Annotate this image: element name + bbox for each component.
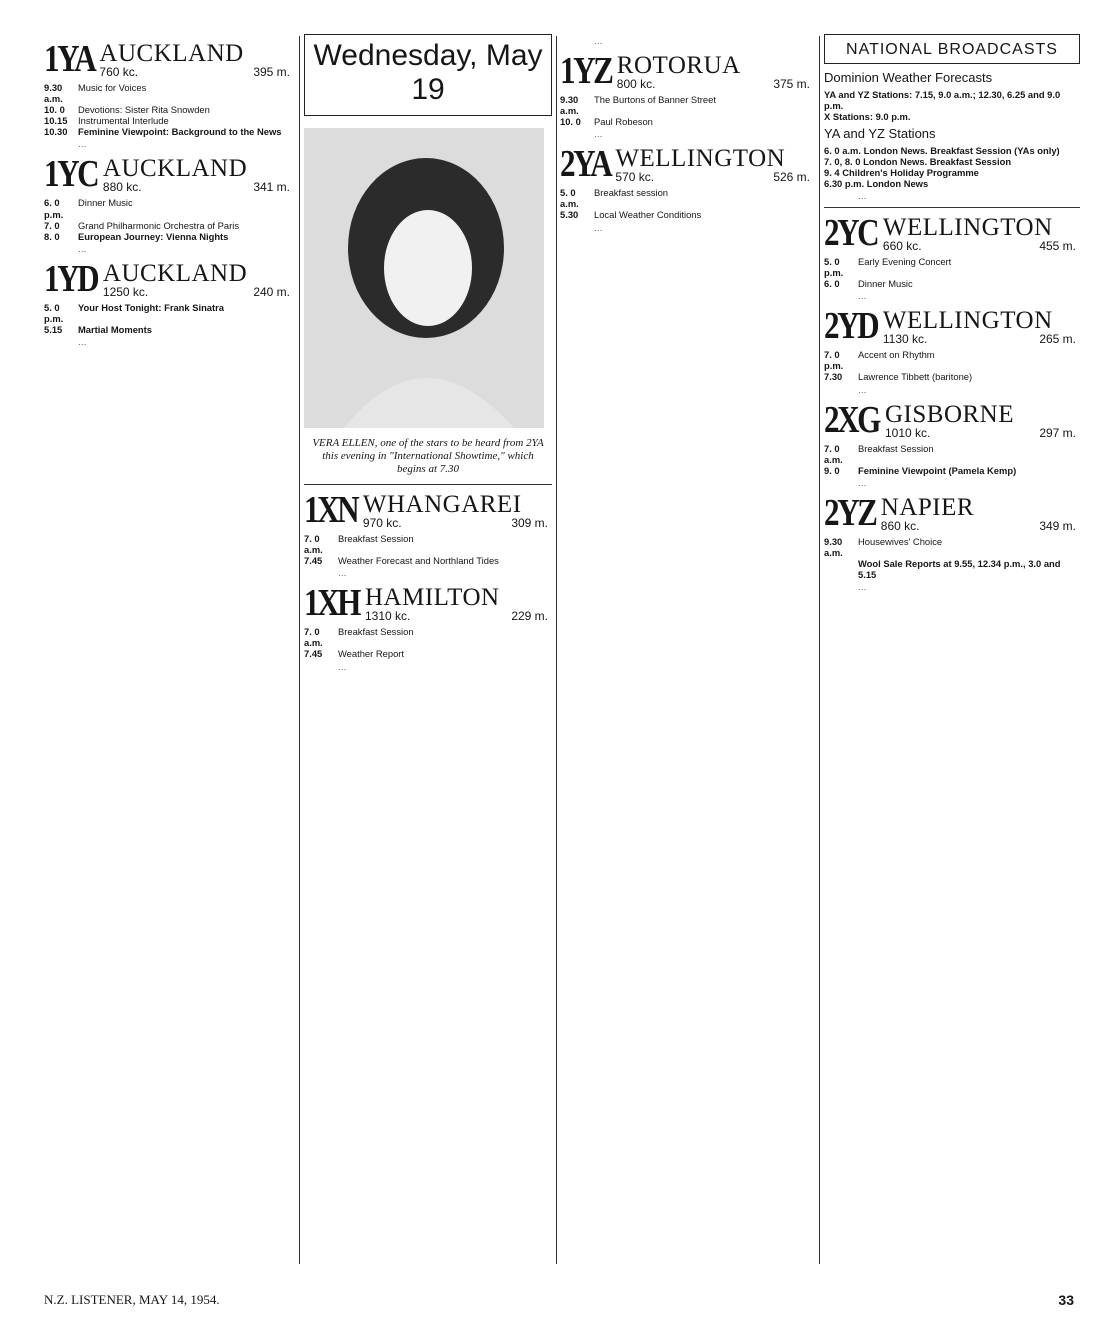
programme-row (560, 94, 814, 116)
programme-row (824, 536, 1080, 558)
schedule-continues: … (594, 129, 603, 140)
station-schedule (560, 94, 814, 127)
programme-time: 6. 0 p.m. (44, 197, 64, 220)
station-frequency: 1010 kc. (885, 425, 931, 440)
programme-title: Breakfast Session (338, 626, 414, 638)
national-item: 9. 4 Children's Holiday Programme (824, 167, 979, 178)
station-schedule (44, 197, 294, 241)
programme-row (44, 324, 294, 335)
programme-title: Early Evening Concert (858, 256, 952, 267)
station-city: NAPIER (880, 493, 975, 521)
national-broadcasts-title: NATIONAL BROADCASTS (824, 34, 1080, 64)
column-1 (44, 34, 294, 1266)
station-header (824, 214, 1080, 252)
station-wavelength: 297 m. (1039, 425, 1076, 440)
programme-time: 7.45 (304, 555, 323, 567)
station-city: HAMILTON (365, 584, 500, 612)
publication-line: N.Z. LISTENER, MAY 14, 1954. (44, 1292, 220, 1307)
station-city: AUCKLAND (102, 259, 248, 287)
station-schedule (824, 443, 1080, 476)
programme-time: 8. 0 (44, 230, 60, 242)
station-city: WELLINGTON (882, 214, 1053, 241)
station-frequency: 860 kc. (880, 518, 920, 533)
programme-time: 10. 0 (44, 104, 65, 116)
schedule-continues: … (858, 582, 867, 593)
programme-title: Feminine Viewpoint (Pamela Kemp) (858, 464, 1017, 476)
station-wavelength: 229 m. (511, 609, 548, 624)
programme-title: European Journey: Vienna Nights (78, 230, 229, 242)
programme-row (44, 126, 294, 137)
programme-row (44, 115, 294, 126)
station-city: WELLINGTON (615, 145, 786, 173)
station-wavelength: 240 m. (253, 284, 290, 299)
programme-row (44, 220, 294, 231)
schedule-continues: … (858, 291, 867, 302)
station-header (44, 257, 294, 300)
date-heading: Wednesday, May 19 (304, 34, 552, 116)
station-schedule (824, 256, 1080, 289)
programme-time (824, 558, 858, 580)
station-frequency: 1250 kc. (102, 284, 149, 299)
schedule-continues: … (78, 337, 87, 348)
programme-time: 10.30 (44, 126, 68, 138)
programme-title: Accent on Rhythm (858, 349, 935, 361)
programme-time: 9.30 a.m. (560, 94, 579, 117)
station-call-sign: 1YA (44, 38, 95, 80)
station-wavelength: 526 m. (773, 170, 810, 185)
programme-title: Breakfast session (594, 187, 668, 199)
column-2 (304, 34, 552, 1266)
station-schedule (44, 302, 294, 335)
station-schedule (304, 533, 552, 566)
station-wavelength: 309 m. (511, 516, 548, 530)
station-schedule (560, 187, 814, 220)
programme-row (304, 626, 552, 648)
programme-time: 9.30 a.m. (44, 82, 63, 105)
column-3 (560, 34, 814, 1266)
weather-forecasts-title: Dominion Weather Forecasts (824, 70, 993, 85)
programme-row (304, 555, 552, 566)
programme-row (304, 648, 552, 659)
programme-row (824, 256, 1080, 278)
schedule-continues: … (78, 243, 87, 254)
station-call-sign: 2YZ (824, 491, 876, 534)
programme-title: Devotions: Sister Rita Snowden (78, 104, 210, 116)
national-items (824, 145, 1080, 189)
programme-row (44, 197, 294, 219)
station-schedule (44, 82, 294, 137)
station-frequency: 1130 kc. (882, 332, 928, 347)
programme-row (824, 465, 1080, 476)
station-header (44, 153, 294, 196)
station-wavelength: 375 m. (773, 77, 810, 91)
schedule-continues: … (338, 661, 347, 672)
programme-title: The Burtons of Banner Street (594, 94, 716, 105)
programme-time: 9. 0 (824, 464, 840, 476)
station-wavelength: 395 m. (253, 65, 290, 79)
station-call-sign: 1XN (304, 489, 358, 531)
station-schedule (304, 626, 552, 659)
programme-title: Your Host Tonight: Frank Sinatra (78, 301, 225, 313)
station-wavelength: 455 m. (1039, 239, 1076, 253)
programme-time: 7. 0 a.m. (304, 533, 323, 556)
photo-caption: VERA ELLEN, one of the stars to be heard from 2YA this evening in "International Showtime," which begins at 7.30 (304, 433, 552, 485)
station-header (824, 305, 1080, 348)
station-call-sign: 1YD (44, 257, 98, 300)
schedule-continues: … (594, 36, 603, 46)
programme-time: 9.30 a.m. (824, 535, 843, 558)
station-wavelength: 341 m. (253, 180, 290, 195)
programme-title: Paul Robeson (594, 116, 653, 128)
programme-row (824, 278, 1080, 289)
station-city: ROTORUA (616, 52, 741, 79)
station-city: WELLINGTON (882, 307, 1053, 335)
programme-row (44, 82, 294, 104)
station-call-sign: 1YC (44, 153, 98, 196)
schedule-continues: … (858, 477, 867, 488)
station-call-sign: 2YD (824, 305, 878, 348)
schedule-continues: … (78, 139, 87, 150)
programme-time: 5. 0 p.m. (824, 256, 844, 279)
programme-row (44, 231, 294, 242)
national-broadcasts (824, 34, 1080, 208)
page-footer (44, 1292, 1074, 1308)
schedule-continues: … (338, 568, 347, 579)
programme-title: Weather Report (338, 648, 405, 660)
station-call-sign: 2YA (560, 143, 611, 186)
station-header (304, 582, 552, 625)
station-city: AUCKLAND (102, 155, 248, 183)
programme-time: 10. 0 (560, 116, 581, 128)
national-item: 6. 0 a.m. London News. Breakfast Session (YAs only) (824, 145, 1060, 156)
national-item: 7. 0, 8. 0 London News. Breakfast Session (824, 156, 1012, 167)
programme-row (304, 533, 552, 555)
programme-time: 7. 0 (44, 219, 60, 231)
programme-row (44, 104, 294, 115)
station-frequency: 970 kc. (362, 516, 402, 530)
station-city: AUCKLAND (99, 40, 244, 67)
programme-title: Dinner Music (78, 197, 133, 209)
programme-title: Lawrence Tibbett (baritone) (858, 371, 973, 383)
station-frequency: 570 kc. (615, 170, 655, 185)
programme-row (560, 116, 814, 127)
programme-time: 6. 0 (824, 278, 840, 290)
station-schedule (824, 349, 1080, 382)
programme-title: Breakfast Session (338, 533, 414, 544)
programme-time: 7.45 (304, 648, 323, 660)
weather-times-x: X Stations: 9.0 p.m. (824, 111, 911, 122)
weather-times: YA and YZ Stations: 7.15, 9.0 a.m.; 12.30, 6.25 and 9.0 p.m. (824, 89, 1061, 111)
programme-title: Dinner Music (858, 278, 913, 290)
programme-row (824, 371, 1080, 382)
national-item: 6.30 p.m. London News (824, 178, 929, 189)
station-call-sign: 1YZ (560, 50, 612, 92)
programme-title: Weather Forecast and Northland Tides (338, 555, 499, 567)
programme-time: 10.15 (44, 115, 68, 127)
programme-time: 5. 0 a.m. (560, 187, 579, 210)
column-rule (819, 36, 820, 1264)
programme-title: Instrumental Interlude (78, 115, 169, 127)
station-frequency: 1310 kc. (365, 609, 411, 624)
programme-title: Martial Moments (78, 324, 152, 336)
station-city: GISBORNE (885, 400, 1015, 428)
schedule-continues: … (858, 191, 867, 201)
programme-time: 5. 0 p.m. (44, 301, 64, 324)
programme-title: Housewives' Choice (858, 535, 943, 547)
station-schedule (824, 536, 1080, 580)
column-rule (556, 36, 557, 1264)
schedule-continues: … (858, 384, 867, 395)
page-number: 33 (1058, 1292, 1074, 1308)
programme-title: Breakfast Session (858, 442, 934, 454)
station-wavelength: 349 m. (1039, 518, 1076, 533)
programme-title: Grand Philharmonic Orchestra of Paris (78, 219, 240, 231)
station-header (560, 52, 814, 90)
station-header (304, 491, 552, 529)
programme-time: 7. 0 a.m. (824, 442, 843, 465)
programme-time: 7.30 (824, 371, 843, 383)
column-4 (824, 34, 1080, 1266)
station-city: WHANGAREI (362, 491, 522, 518)
programme-title: Feminine Viewpoint: Background to the News (78, 126, 282, 138)
programme-row (560, 209, 814, 220)
station-header (824, 491, 1080, 534)
programme-time: 5.15 (44, 324, 63, 336)
schedule-continues: … (594, 222, 603, 233)
programme-time: 7. 0 p.m. (824, 349, 844, 372)
programme-row (560, 187, 814, 209)
programme-row (824, 349, 1080, 371)
ya-yz-title: YA and YZ Stations (824, 126, 936, 141)
station-frequency: 800 kc. (616, 77, 656, 91)
station-call-sign: 1XH (304, 582, 359, 625)
station-header (560, 143, 814, 186)
portrait-photo (304, 128, 544, 428)
station-frequency: 660 kc. (882, 239, 922, 253)
station-frequency: 760 kc. (99, 65, 139, 79)
programme-title: Local Weather Conditions (594, 209, 702, 221)
programme-time: 5.30 (560, 209, 579, 221)
station-call-sign: 2XG (824, 398, 879, 441)
programme-title: Wool Sale Reports at 9.55, 12.34 p.m., 3.0 and 5.15 (858, 558, 1061, 581)
station-header (44, 40, 294, 78)
station-wavelength: 265 m. (1039, 332, 1076, 347)
programme-time: 7. 0 a.m. (304, 626, 323, 649)
programme-title: Music for Voices (78, 82, 147, 93)
programme-row (44, 302, 294, 324)
programme-row (824, 443, 1080, 465)
station-call-sign: 2YC (824, 212, 878, 254)
station-header (824, 398, 1080, 441)
column-rule (299, 36, 300, 1264)
station-frequency: 880 kc. (102, 180, 142, 195)
programme-row (824, 558, 1080, 580)
